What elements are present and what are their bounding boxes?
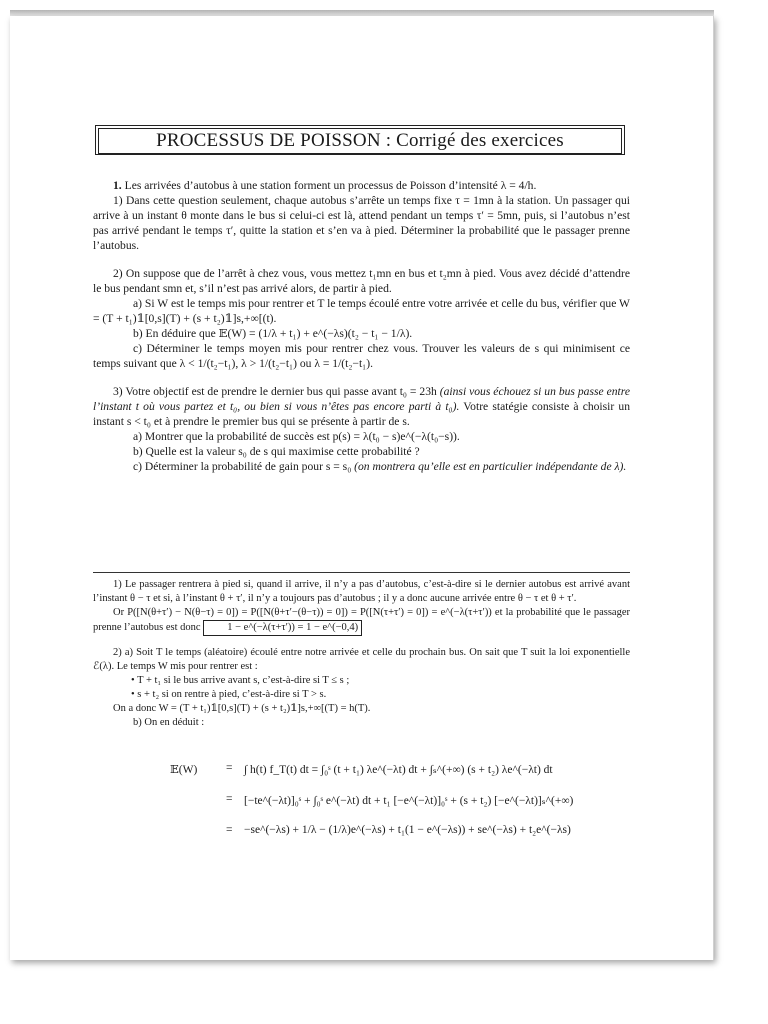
- equation-eq-2: =: [226, 793, 233, 805]
- equation-line-3: −se^(−λs) + 1/λ − (1/λ)e^(−λs) + t₁(1 − e^(−λs)) + se^(−λs) + t₂e^(−λs): [244, 824, 571, 836]
- ex1-q3c-text: c) Déterminer la probabilité de gain pour s = s₀: [133, 460, 352, 473]
- title-frame: [95, 125, 625, 155]
- sol-1-prob: [93, 606, 630, 636]
- sol-2b-intro: b) On en déduit :: [133, 717, 205, 728]
- ex1-q2c: [93, 341, 630, 371]
- document-page: [10, 16, 714, 960]
- equation-eq-1: =: [226, 762, 233, 774]
- ex1-q1: 1) Dans cette question seulement, chaque autobus s’arrête un temps fixe τ = 1mn à la station. Un passager qui arrive à un instant θ monte dans le bus si celui-ci est là, attend pendant un temps τ′ = 5mn, puis, si l’autobus n’est pas arrivé pendant le temps τ′, quitte la station et s’en va à pied. Déterminer la probabilité que le passager prenne l’autobus.: [93, 194, 630, 252]
- sol-1-boxed-result: 1 − e^(−λ(τ+τ′)) = 1 − e^(−0,4): [203, 620, 362, 636]
- equation-line-2: [−te^(−λt)]₀ˢ + ∫₀ˢ e^(−λt) dt + t₁ [−e^(−λt)]₀ˢ + (s + t₂) [−e^(−λt)]ₛ^(+∞): [244, 795, 574, 807]
- ex1-intro-lambda: λ = 4/h.: [500, 179, 537, 192]
- ex1-intro-text: Les arrivées d’autobus à une station forment un processus de Poisson d’intensité: [124, 179, 498, 192]
- equation-line-1: ∫ h(t) f_T(t) dt = ∫₀ˢ (t + t₁) λe^(−λt) dt + ∫ₛ^(+∞) (s + t₂) λe^(−λt) dt: [244, 764, 553, 776]
- ex1-q2b: b) En déduire que 𝔼(W) = (1/λ + t₁) + e^(−λs)(t₂ − t₁ − 1/λ).: [133, 327, 413, 340]
- sol-2a-bullet-2: • s + t₂ si on rentre à pied, c’est-à-dire si T > s.: [131, 689, 327, 700]
- exercise-1: [93, 178, 630, 474]
- sol-1-prob-text: Or P([N(θ+τ′) − N(θ−τ) = 0]) = P([N(θ+τ′−(θ−τ)) = 0]) = P([N(τ+τ′) = 0]) = e^(−λ(τ+τ′)) et la probabilité que le passager prenne l’autobus est donc: [93, 607, 630, 633]
- ex1-q3c-italic: (on montrera qu’elle est en particulier indépendante de λ).: [354, 460, 627, 473]
- ex1-q3-italic: (ainsi vous échouez si un bus passe entre l’instant t où vous partez et t₀, ou bien si vous n’êtes pas encore parti à t₀).: [93, 385, 630, 413]
- ex1-q3-text-b: Votre statégie consiste à choisir un instant s < t₀ et à prendre le premier bus qui se présente à partir de s.: [93, 400, 630, 428]
- ex1-q2a: [93, 296, 630, 326]
- sol-2a-text: 2) a) Soit T le temps (aléatoire) écoulé entre notre arrivée et celle du prochain bus. On sait que T suit la loi exponentielle ℰ(λ). Le temps W mis pour rentrer est :: [93, 647, 630, 672]
- solution-section: [93, 578, 630, 730]
- sol-2a-bullet-1: • T + t₁ si le bus arrive avant s, c’est-à-dire si T ≤ s ;: [131, 675, 350, 686]
- ex1-q3-text-a: 3) Votre objectif est de prendre le dernier bus qui passe avant t₀ = 23h: [113, 385, 437, 398]
- equation-lhs: 𝔼(W): [170, 764, 198, 776]
- ex1-intro: [93, 178, 630, 193]
- page-title: PROCESSUS DE POISSON : Corrigé des exercices: [98, 128, 622, 154]
- ex1-q3: [93, 384, 630, 429]
- section-divider: [93, 572, 630, 573]
- ex1-q3a: a) Montrer que la probabilité de succès est p(s) = λ(t₀ − s)e^(−λ(t₀−s)).: [133, 430, 460, 443]
- ex1-q3b: b) Quelle est la valeur s₀ de s qui maximise cette probabilité ?: [133, 445, 420, 458]
- sol-2a-conclusion: On a donc W = (T + t₁)𝟙[0,s](T) + (s + t₂)𝟙]s,+∞[(T) = h(T).: [113, 703, 371, 714]
- sol-1-text: 1) Le passager rentrera à pied si, quand il arrive, il n’y a pas d’autobus, c’est-à-dire si le dernier autobus est arrivé avant l’instant θ − τ et si, à l’instant θ + τ′, il n’y a toujours pas d’autobus ; il y a donc aucune arrivée entre θ − τ et θ + τ′.: [93, 579, 630, 604]
- ex1-number: 1.: [113, 179, 122, 192]
- ex1-q3c: [93, 459, 630, 474]
- equation-eq-3: =: [226, 824, 233, 836]
- ex1-q2: 2) On suppose que de l’arrêt à chez vous, vous mettez t₁mn en bus et t₂mn à pied. Vous avez décidé d’attendre le bus pendant smn et, s’il n’est pas arrivé alors, de partir à pied.: [93, 267, 630, 295]
- ex1-q2c-text: c) Déterminer le temps moyen mis pour rentrer chez vous. Trouver les valeurs de s qui minimisent ce temps suivant que λ < 1/(t₂−t₁), λ > 1/(t₂−t₁) ou λ = 1/(t₂−t₁).: [93, 342, 630, 370]
- ex1-q2a-text: a) Si W est le temps mis pour rentrer et T le temps écoulé entre votre arrivée et celle du bus, vérifier que W = (T + t₁)𝟙[0,s](T) + (s + t₂)𝟙]s,+∞[(t).: [93, 297, 630, 325]
